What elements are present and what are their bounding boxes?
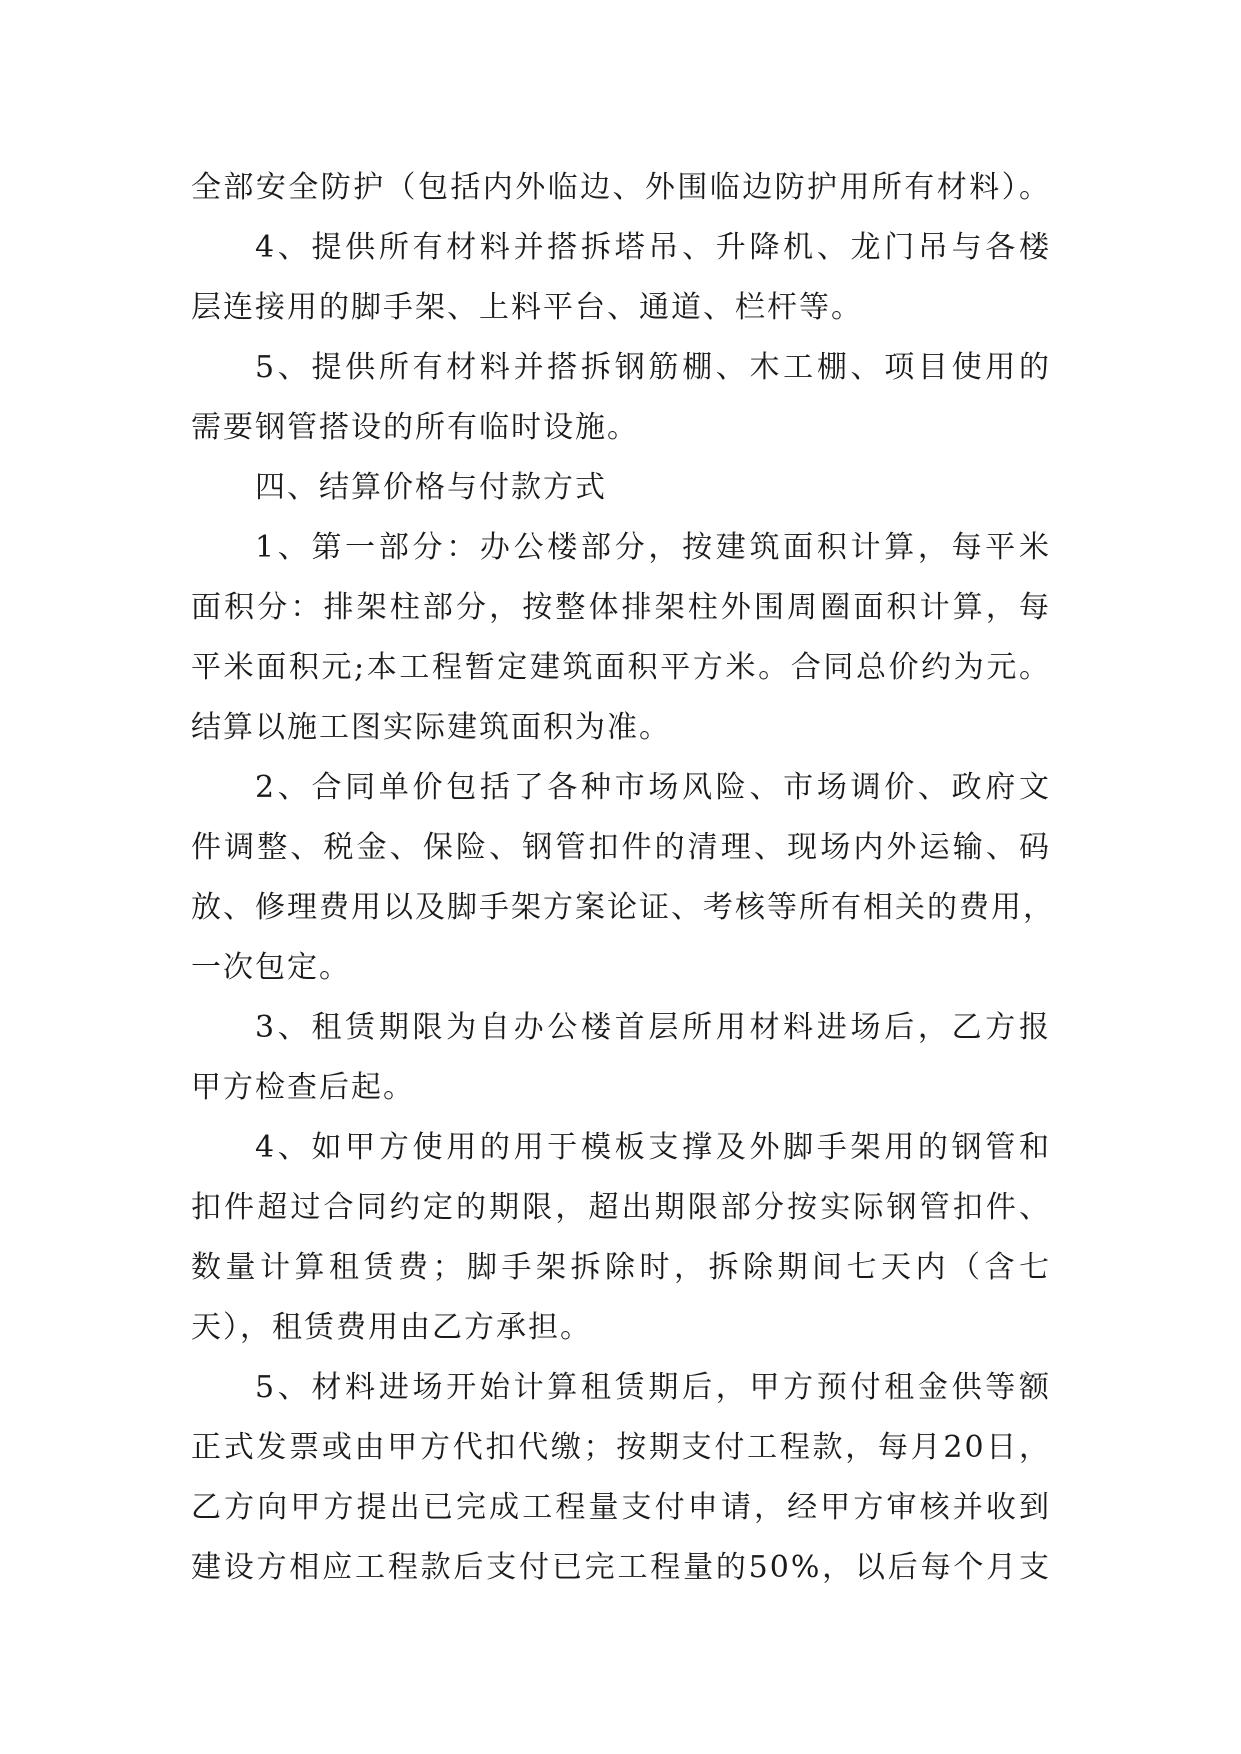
paragraph-item-5-sheds [191,338,1051,458]
text-line: 正式发票或由甲方代扣代缴；按期支付工程款，每月20日， [191,1430,1051,1465]
paragraph-safety-protection-continued [191,158,1051,218]
text-line: 乙方向甲方提出已完成工程量支付申请，经甲方审核并收到 [191,1490,1051,1525]
text-line: 层连接用的脚手架、上料平台、通道、栏杆等。 [191,290,863,325]
text-line: 全部安全防护（包括内外临边、外围临边防护用所有材料）。 [191,170,1051,205]
text-line: 5、提供所有材料并搭拆钢筋棚、木工棚、项目使用的 [255,350,1051,385]
text-line: 4、如甲方使用的用于模板支撑及外脚手架用的钢管和 [255,1130,1051,1165]
text-line: 建设方相应工程款后支付已完工程量的50%，以后每个月支 [191,1550,1051,1585]
text-line: 扣件超过合同约定的期限，超出期限部分按实际钢管扣件、 [191,1190,1051,1225]
text-line: 需要钢管搭设的所有临时设施。 [191,410,639,445]
text-line: 平米面积元;本工程暂定建筑面积平方米。合同总价约为元。 [191,650,1051,685]
paragraph-item-2-unit-price [191,758,1055,998]
paragraph-item-5-payment [191,1358,1051,1598]
text-line: 甲方检查后起。 [191,1070,415,1105]
text-line: 一次包定。 [191,950,351,985]
text-line: 2、合同单价包括了各种市场风险、市场调价、政府文 [255,770,1051,805]
text-line: 数量计算租赁费；脚手架拆除时，拆除期间七天内（含七 [191,1250,1051,1285]
paragraph-item-3-lease-term [191,998,1051,1118]
paragraph-item-1-pricing [191,518,1051,758]
text-line: 结算以施工图实际建筑面积为准。 [191,710,671,745]
document-body [191,158,1055,1598]
section-heading-settlement [191,458,1051,518]
text-line: 1、第一部分：办公楼部分，按建筑面积计算，每平米 [255,530,1051,565]
paragraph-item-4-tower-crane [191,218,1051,338]
text-line: 件调整、税金、保险、钢管扣件的清理、现场内外运输、码 [191,830,1051,865]
text-line: 天），租赁费用由乙方承担。 [191,1310,592,1345]
text-line: 放、修理费用以及脚手架方案论证、考核等所有相关的费用， [191,890,1055,925]
paragraph-item-4-overdue [191,1118,1051,1358]
text-line: 3、租赁期限为自办公楼首层所用材料进场后，乙方报 [255,1010,1051,1045]
text-line: 5、材料进场开始计算租赁期后，甲方预付租金供等额 [255,1370,1051,1405]
text-line: 面积分：排架柱部分，按整体排架柱外围周圈面积计算，每 [191,590,1051,625]
section-heading: 四、结算价格与付款方式 [255,470,607,505]
text-line: 4、提供所有材料并搭拆塔吊、升降机、龙门吊与各楼 [255,230,1051,265]
